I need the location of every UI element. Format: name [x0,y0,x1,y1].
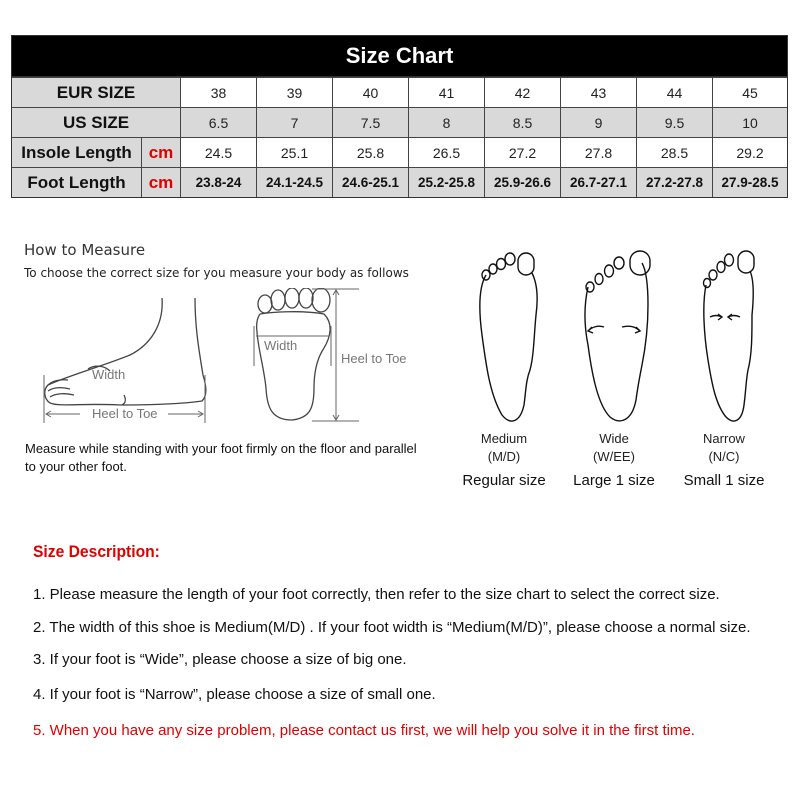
table-cell: 27.9-28.5 [712,168,787,197]
row-label: Foot Length [12,168,141,197]
width-type-medium [449,245,559,489]
width-code: (M/D) [487,449,521,464]
width-name: Wide [599,431,629,446]
table-cell: 8 [408,108,484,137]
table-cell: 25.2-25.8 [408,168,484,197]
width-code: (W/EE) [593,449,635,464]
size-description-item: 3. If your foot is “Wide”, please choose a size of big one. [33,651,407,668]
top-foot-diagram [252,288,422,423]
table-cell: 26.7-27.1 [560,168,636,197]
size-description-item: 1. Please measure the length of your foot correctly, then refer to the size chart to select the correct size. [33,586,720,603]
top-width-label: Width [264,338,298,353]
table-cell: 24.1-24.5 [256,168,332,197]
width-code: (N/C) [708,449,740,464]
side-foot-diagram [40,295,215,425]
top-length-label: Heel to Toe [341,351,407,366]
table-cell: 29.2 [712,138,787,167]
measure-note: Measure while standing with your foot firmly on the floor and parallel to your other foot. [25,441,417,474]
table-row-insole-length [12,137,787,167]
width-name: Medium [480,431,528,446]
width-advice: Large 1 size [573,472,655,489]
table-cell: 6.5 [180,108,256,137]
table-cell: 9.5 [636,108,712,137]
row-label: Insole Length [12,138,141,167]
table-cell: 28.5 [636,138,712,167]
side-width-label: Width [92,367,126,382]
table-cell: 42 [484,78,560,107]
table-cell: 24.6-25.1 [332,168,408,197]
table-cell: 38 [180,78,256,107]
table-cell: 8.5 [484,108,560,137]
size-description-title: Size Description: [33,542,160,561]
table-cell: 7 [256,108,332,137]
table-cell: 10 [712,108,787,137]
how-to-measure-title: How to Measure [24,241,146,259]
size-description-item: 2. The width of this shoe is Medium(M/D) . If your foot width is “Medium(M/D)”, please choose a normal size. [33,619,751,636]
table-cell: 26.5 [408,138,484,167]
table-cell: 39 [256,78,332,107]
table-cell: 43 [560,78,636,107]
width-advice: Regular size [462,472,546,489]
side-length-label: Heel to Toe [92,406,158,421]
width-advice: Small 1 size [683,472,765,489]
table-cell: 45 [712,78,787,107]
table-cell: 27.2 [484,138,560,167]
table-row-us-size [12,107,787,137]
size-chart-title: Size Chart [12,36,787,77]
unit-label: cm [141,138,180,167]
table-cell: 23.8-24 [180,168,256,197]
width-name: Narrow [703,431,745,446]
size-chart-table [11,35,788,198]
width-type-narrow [669,245,779,489]
size-description-warning: 5. When you have any size problem, please contact us first, we will help you solve it in the first time. [33,722,695,739]
table-cell: 25.8 [332,138,408,167]
how-to-measure-subtitle: To choose the correct size for you measure your body as follows [24,266,409,280]
wide-foot-icon [574,245,654,430]
size-description-item: 4. If your foot is “Narrow”, please choose a size of small one. [33,686,436,703]
medium-foot-icon [464,245,544,430]
table-cell: 44 [636,78,712,107]
width-type-wide [559,245,669,489]
table-cell: 25.1 [256,138,332,167]
table-cell: 24.5 [180,138,256,167]
table-cell: 40 [332,78,408,107]
table-cell: 27.2-27.8 [636,168,712,197]
table-cell: 7.5 [332,108,408,137]
table-row-foot-length [12,167,787,197]
row-label: EUR SIZE [12,78,180,107]
narrow-foot-icon [684,245,764,430]
table-cell: 9 [560,108,636,137]
table-row-eur-size [12,77,787,107]
table-cell: 27.8 [560,138,636,167]
unit-label: cm [141,168,180,197]
row-label: US SIZE [12,108,180,137]
table-cell: 25.9-26.6 [484,168,560,197]
table-cell: 41 [408,78,484,107]
